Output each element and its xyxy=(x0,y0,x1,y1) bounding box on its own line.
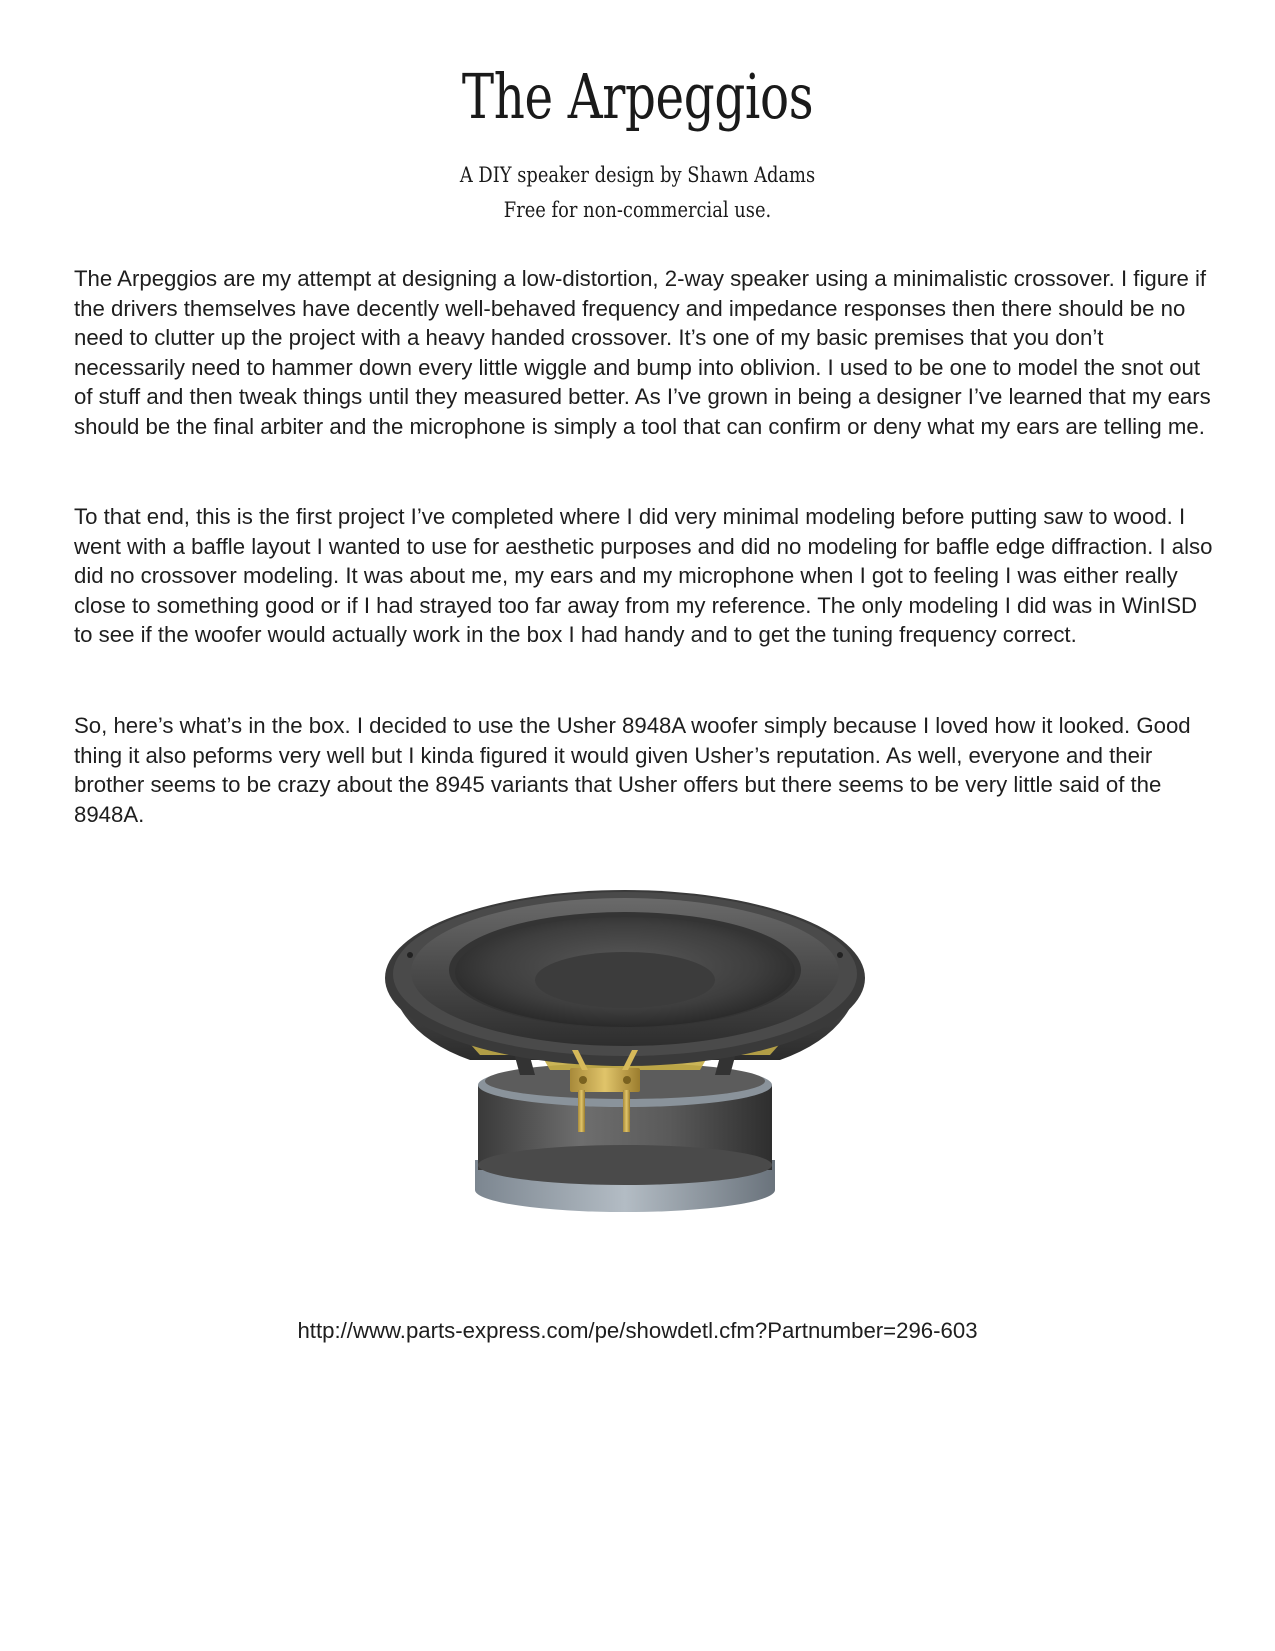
terminal-tab-right xyxy=(623,1090,630,1132)
mounting-hole xyxy=(407,952,413,958)
document-title: The Arpeggios xyxy=(461,60,814,133)
modeling-paragraph: To that end, this is the first project I’ve completed where I did very minimal modeling before putting saw to wood. I went with a baffle layout I wanted to use for aesthetic purposes and did no modeling for baffle edge diffraction. I also did no crossover modeling. It was about me, my ears and my microphone when I got to feeling I was either really close to something good or if I had strayed too far away from my reference. The only modeling I did was in WinISD to see if the woofer would actually work in the box I had handy and to get the tuning frequency correct. xyxy=(74,504,1213,648)
license-note: Free for non-commercial use. xyxy=(503,198,772,222)
woofer-photo xyxy=(370,860,890,1280)
document-subtitle: A DIY speaker design by Shawn Adams xyxy=(459,163,816,187)
woofer-paragraph: So, here’s what’s in the box. I decided to use the Usher 8948A woofer simply because I loved how it looked. Good thing it also peforms very well but I kinda figured it would given Usher’s reputation. As well, everyone and their brother seems to be crazy about the 8945 variants that Usher offers but there seems to be very little said of the 8948A. xyxy=(74,713,1191,827)
cone-center xyxy=(535,952,715,1008)
intro-paragraph: The Arpeggios are my attempt at designing a low-distortion, 2-way speaker using a minimalistic crossover. I figure if the drivers themselves have decently well-behaved frequency and impedance responses then there should be no need to clutter up the project with a heavy handed crossover. It’s one of my basic premises that you don’t necessarily need to hammer down every little wiggle and bump into oblivion. I used to be one to model the snot out of stuff and then tweak things until they measured better. As I’ve grown in being a designer I’ve learned that my ears should be the final arbiter and the microphone is simply a tool that can confirm or deny what my ears are telling me. xyxy=(74,266,1211,439)
terminal-tab-left xyxy=(578,1090,585,1132)
parts-express-link[interactable]: http://www.parts-express.com/pe/showdetl.cfm?Partnumber=296-603 xyxy=(297,1318,978,1343)
magnet-bottom xyxy=(478,1145,772,1185)
woofer-icon xyxy=(370,860,890,1280)
terminal-rivet xyxy=(579,1076,587,1084)
mounting-hole xyxy=(837,952,843,958)
terminal-rivet xyxy=(623,1076,631,1084)
